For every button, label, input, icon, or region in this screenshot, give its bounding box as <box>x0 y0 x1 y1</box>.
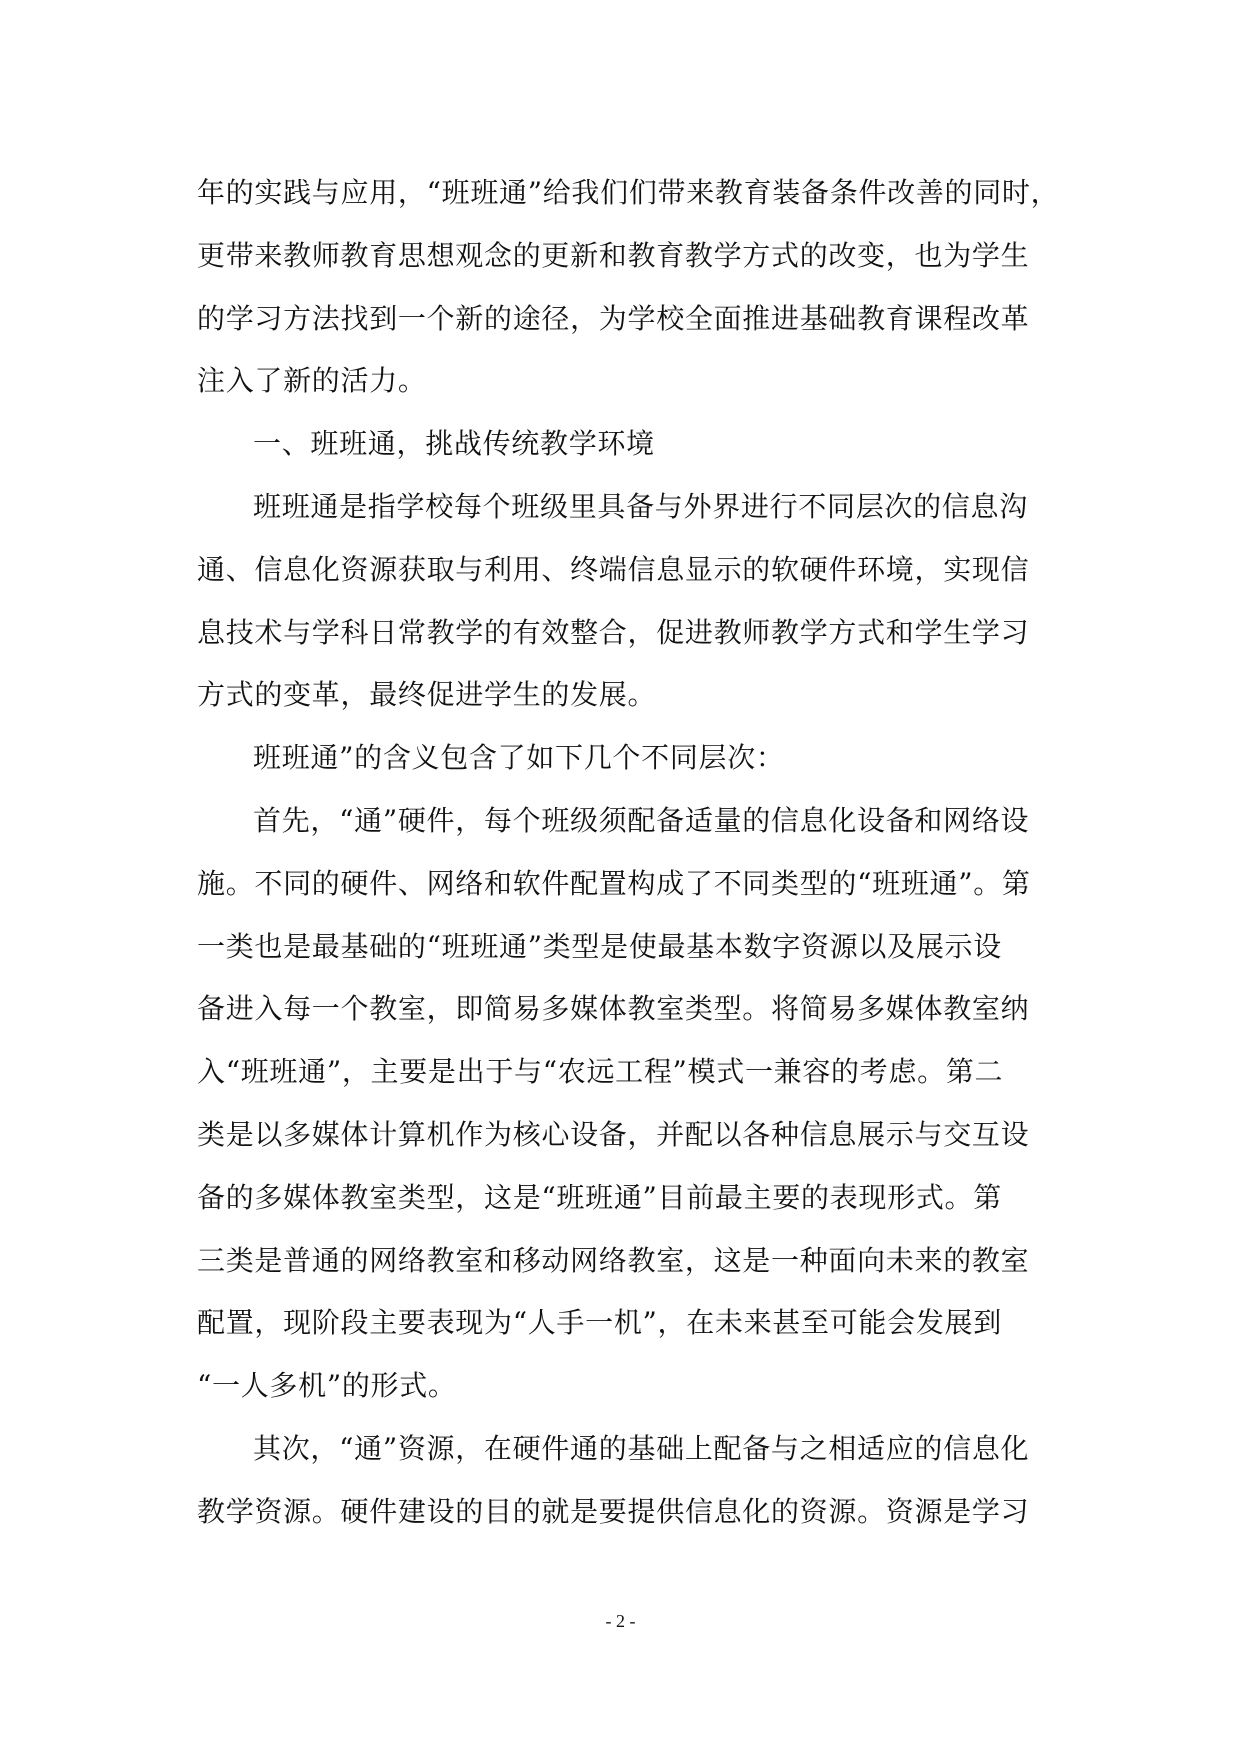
text-line: 配置，现阶段主要表现为“人手一机”，在未来甚至可能会发展到 <box>197 1306 1002 1340</box>
text-line: 息技术与学科日常教学的有效整合，促进教师教学方式和学生学习 <box>197 615 1030 649</box>
text-line: 教学资源。硬件建设的目的就是要提供信息化的资源。资源是学习 <box>197 1494 1030 1528</box>
text-line: 注入了新的活力。 <box>197 364 427 398</box>
text-line: 备的多媒体教室类型，这是“班班通”目前最主要的表现形式。第 <box>197 1180 1002 1214</box>
text-line: 三类是普通的网络教室和移动网络教室，这是一种面向未来的教室 <box>197 1243 1030 1277</box>
text-line: 入“班班通”，主要是出于与“农远工程”模式一兼容的考虑。第二 <box>197 1055 1004 1089</box>
body-text <box>197 162 1077 1544</box>
text-line: 更带来教师教育思想观念的更新和教育教学方式的改变，也为学生 <box>197 238 1030 272</box>
text-line: 其次，“通”资源，在硬件通的基础上配备与之相适应的信息化 <box>253 1431 1030 1465</box>
text-line: 备进入每一个教室，即简易多媒体教室类型。将简易多媒体教室纳 <box>197 992 1030 1026</box>
text-line: 通、信息化资源获取与利用、终端信息显示的软硬件环境，实现信 <box>197 552 1030 586</box>
section-heading: 一、班班通，挑战传统教学环境 <box>253 427 655 461</box>
text-line: 年的实践与应用，“班班通”给我们们带来教育装备条件改善的同时， <box>197 176 1060 209</box>
page-number: - 2 - <box>605 1611 636 1631</box>
text-line: “一人多机”的形式。 <box>197 1369 457 1403</box>
text-line: 类是以多媒体计算机作为核心设备，并配以各种信息展示与交互设 <box>197 1117 1030 1151</box>
text-line: 方式的变革，最终促进学生的发展。 <box>197 678 657 712</box>
text-line: 施。不同的硬件、网络和软件配置构成了不同类型的“班班通”。第 <box>197 866 1031 900</box>
text-line: 一类也是最基础的“班班通”类型是使最基本数字资源以及展示设 <box>197 929 1002 963</box>
text-line: 班班通”的含义包含了如下几个不同层次： <box>253 741 785 775</box>
text-line: 班班通是指学校每个班级里具备与外界进行不同层次的信息沟 <box>253 489 1028 523</box>
text-line: 首先，“通”硬件，每个班级须配备适量的信息化设备和网络设 <box>253 803 1030 837</box>
text-line: 的学习方法找到一个新的途径，为学校全面推进基础教育课程改革 <box>197 301 1030 335</box>
